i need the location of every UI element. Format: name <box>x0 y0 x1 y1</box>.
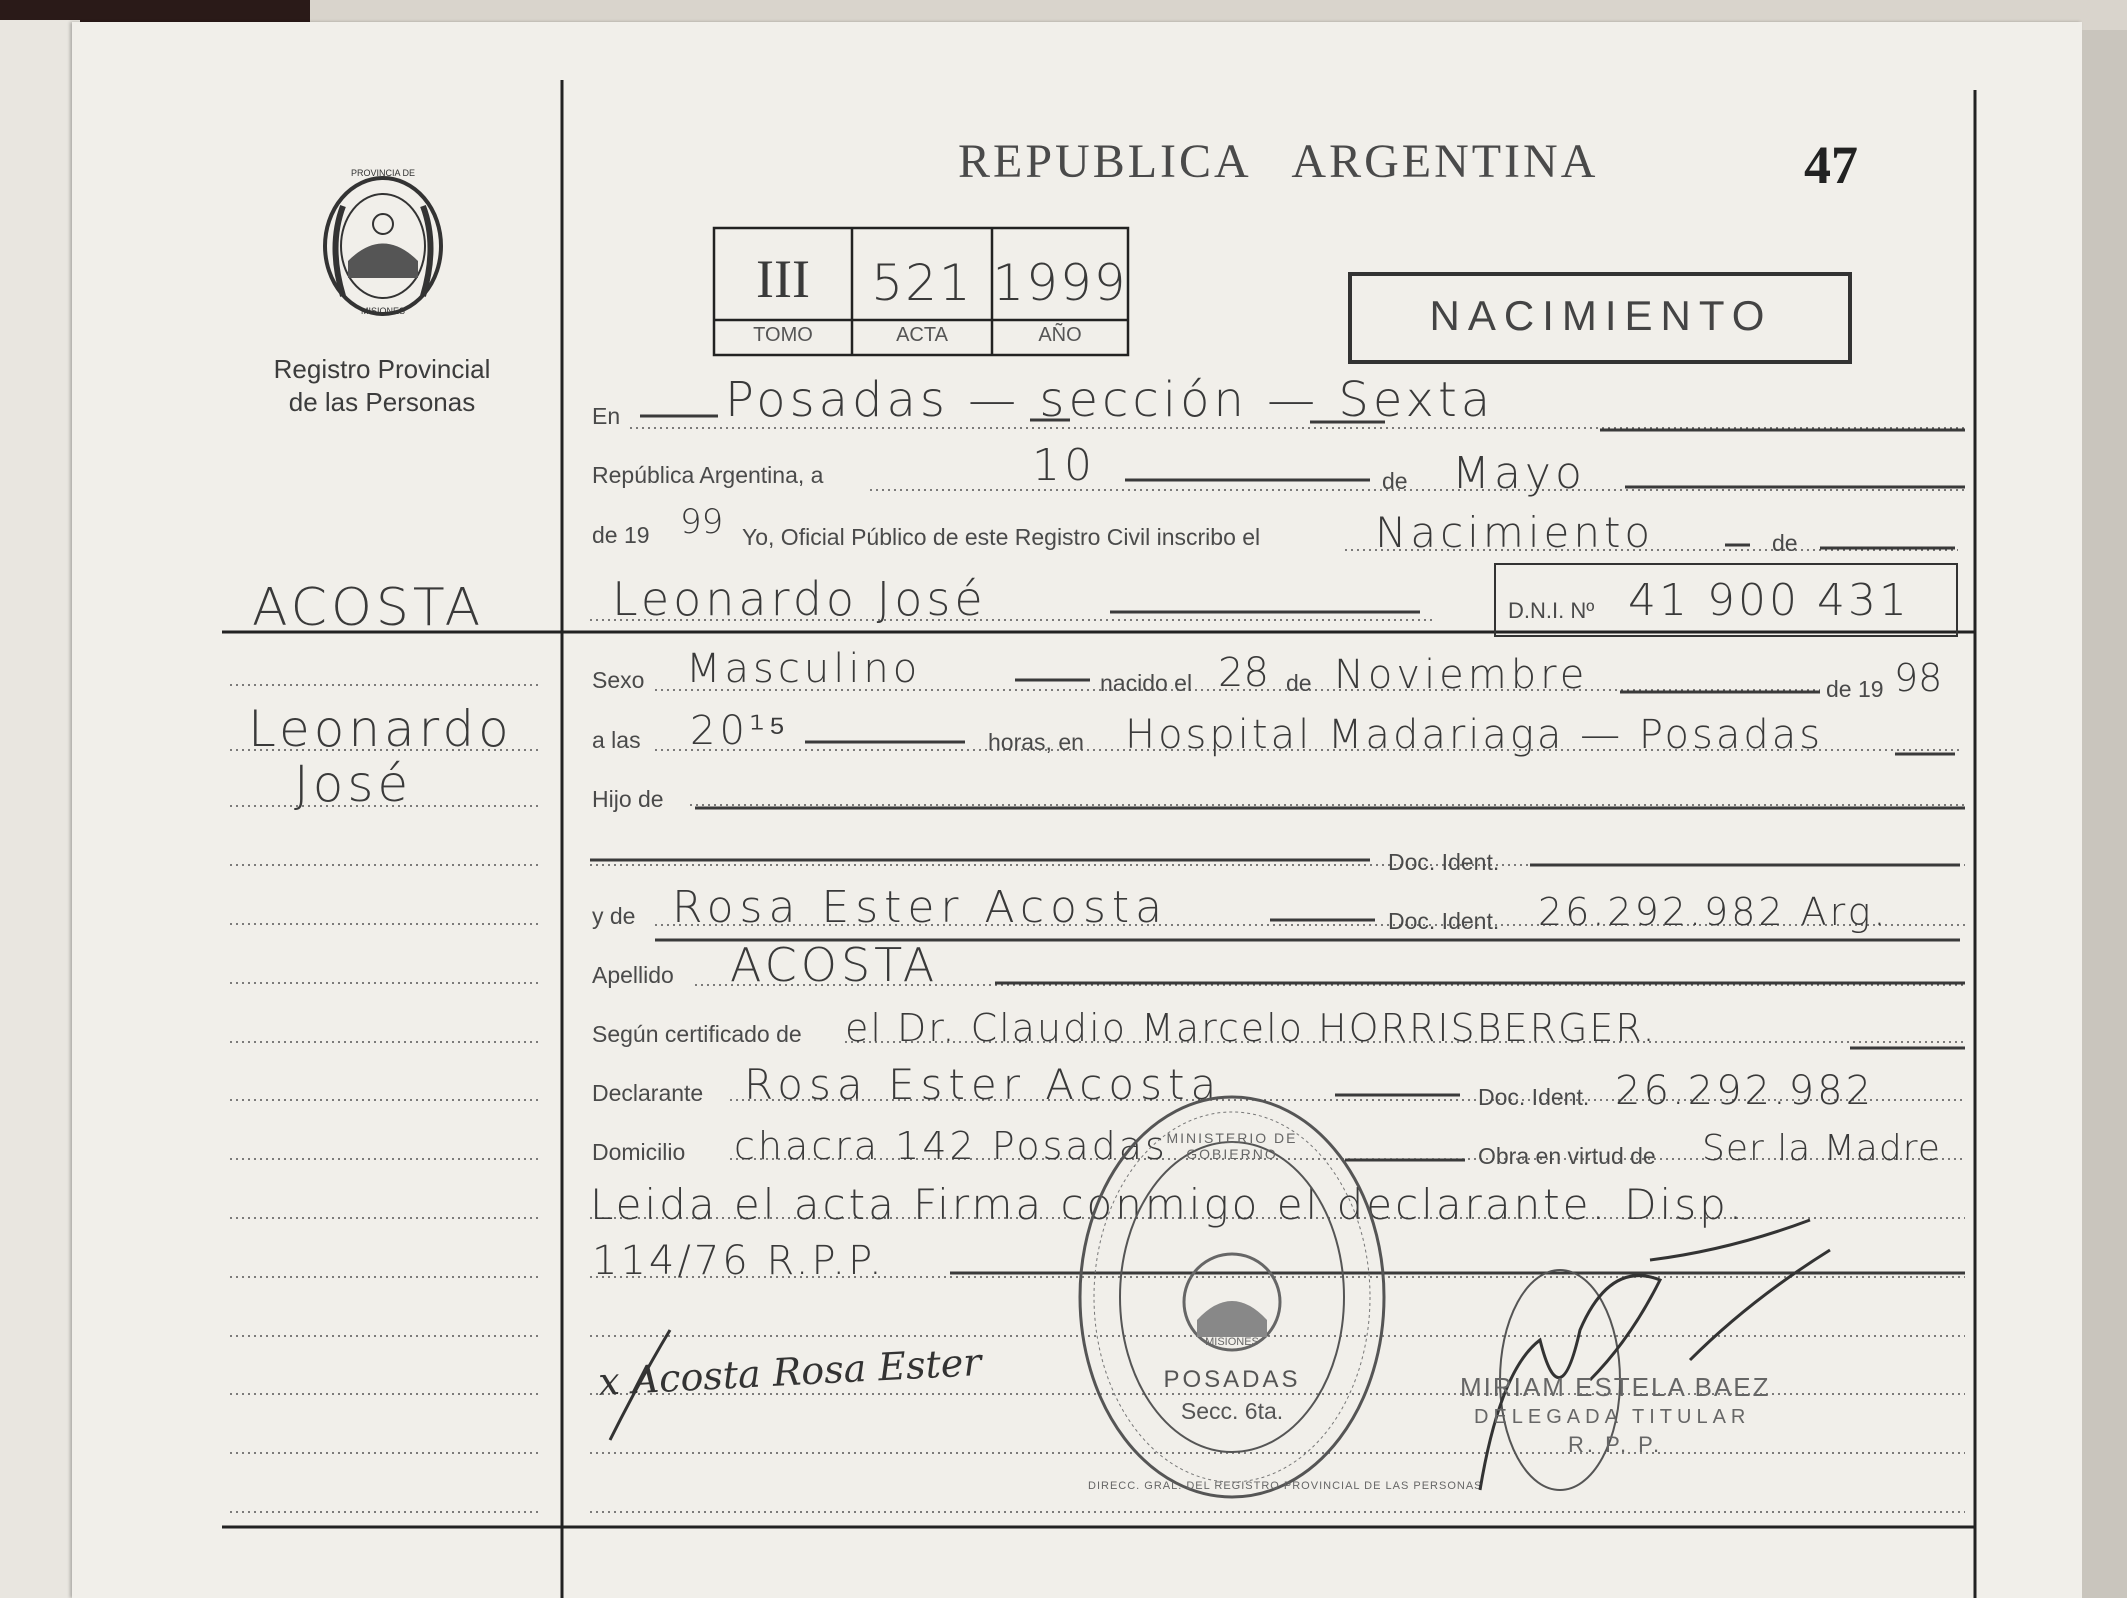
a-las-label: a las <box>592 727 641 753</box>
father-doc-label: Doc. Ident. <box>1388 849 1500 875</box>
horas-en-label: horas, en <box>988 729 1084 755</box>
de-label-3: de <box>1286 670 1312 696</box>
act-type-title: NACIMIENTO <box>1429 292 1773 339</box>
mother-doc-value: 26.292.982 Arg. <box>1538 890 1889 934</box>
margin-given-name-2: José <box>294 755 413 813</box>
en-label: En <box>592 403 621 429</box>
margin-surname: ACOSTA <box>252 578 485 638</box>
mother-doc-label: Doc. Ident. <box>1388 908 1500 934</box>
obra-label: Obra en virtud de <box>1478 1143 1656 1169</box>
stamp-city: POSADAS <box>1163 1366 1301 1393</box>
official-signature-stroke <box>1430 1220 1850 1500</box>
page-number: 47 <box>1804 135 1858 195</box>
obra-value: Ser la Madre <box>1702 1128 1941 1169</box>
acta-label: ACTA <box>896 324 948 346</box>
registry-name-line2: de las Personas <box>288 387 476 417</box>
de-label: de <box>1382 468 1408 494</box>
apellido-label: Apellido <box>592 962 674 988</box>
registry-name-line1: Registro Provincial <box>273 354 491 384</box>
note-line-1: Leida el acta Firma conmigo el declarante. Disp. <box>590 1180 1746 1229</box>
de-label-2: de <box>1772 530 1798 556</box>
place-value: Posadas — sección — Sexta <box>725 372 1495 428</box>
domicilio-value: chacra 142 Posadas <box>734 1124 1168 1168</box>
tomo-value: III <box>756 249 810 309</box>
de19-label: de 19 <box>1826 676 1884 702</box>
domicilio-label: Domicilio <box>592 1139 686 1165</box>
mother-name-value: Rosa Ester Acosta <box>672 882 1169 933</box>
apellido-value: ACOSTA <box>730 938 939 992</box>
child-name-value: Leonardo José <box>612 572 987 626</box>
ano-label: AÑO <box>1038 324 1082 346</box>
birth-year-value: 98 <box>1894 656 1943 700</box>
republica-label: República Argentina, a <box>592 462 824 488</box>
day-value: 10 <box>1032 440 1096 491</box>
declarante-doc-label: Doc. Ident. <box>1478 1084 1590 1110</box>
stamp-section: Secc. 6ta. <box>1180 1398 1284 1424</box>
dni-label: D.N.I. Nº <box>1508 598 1595 623</box>
segun-value: el Dr. Claudio Marcelo HORRISBERGER. <box>845 1006 1657 1050</box>
month-value: Mayo <box>1452 448 1586 499</box>
birth-place-value: Hospital Madariaga — Posadas <box>1125 712 1824 758</box>
year-suffix-value: 99 <box>680 502 724 542</box>
dni-value: 41 900 431 <box>1628 575 1910 626</box>
declarante-doc-value: 26.292.982 <box>1615 1068 1875 1114</box>
margin-given-name-1: Leonardo <box>248 700 513 758</box>
y-de-label: y de <box>592 903 636 929</box>
segun-label: Según certificado de <box>592 1021 802 1047</box>
note-line-2: 114/76 R.P.P. <box>592 1238 885 1284</box>
ano-value: 1999 <box>992 254 1128 312</box>
acta-value: 521 <box>871 254 973 312</box>
official-text: Yo, Oficial Público de este Registro Civil inscribo el <box>742 524 1261 550</box>
province-seal-icon <box>308 166 458 326</box>
seal-top-text: PROVINCIA DE <box>350 168 415 178</box>
hijo-de-label: Hijo de <box>592 786 664 812</box>
declarante-value: Rosa Ester Acosta <box>744 1060 1223 1109</box>
declarant-signature-stroke <box>600 1320 720 1450</box>
seal-bottom-text: MISIONES <box>360 306 405 316</box>
sexo-value: Masculino <box>686 646 922 692</box>
birth-day-value: 28 <box>1218 650 1269 696</box>
stamp-ring-text: DIRECC. GRAL. DEL REGISTRO PROVINCIAL DE LAS PERSONAS <box>1088 1480 1483 1492</box>
stamp-inner-text: MINISTERIO DE GOBIERNO <box>1166 1130 1298 1162</box>
country-title: REPUBLICA ARGENTINA <box>958 135 1599 188</box>
sexo-label: Sexo <box>592 667 645 693</box>
year-prefix-label: de 19 <box>592 522 650 548</box>
declarant-signature: x Acosta Rosa Ester <box>597 1339 983 1405</box>
declarante-label: Declarante <box>592 1080 704 1106</box>
official-name: MIRIAM ESTELA BAEZ <box>1460 1372 1771 1402</box>
official-title: DELEGADA TITULAR <box>1474 1406 1751 1428</box>
official-org: R. P. P. <box>1568 1432 1663 1457</box>
inscription-type-value: Nacimiento <box>1375 508 1655 557</box>
tomo-label: TOMO <box>753 324 813 346</box>
stamp-seal-caption: MISIONES <box>1205 1336 1259 1348</box>
birth-month-value: Noviembre <box>1334 652 1589 698</box>
nacido-label: nacido el <box>1100 670 1193 696</box>
hour-value: 20¹⁵ <box>690 708 790 754</box>
